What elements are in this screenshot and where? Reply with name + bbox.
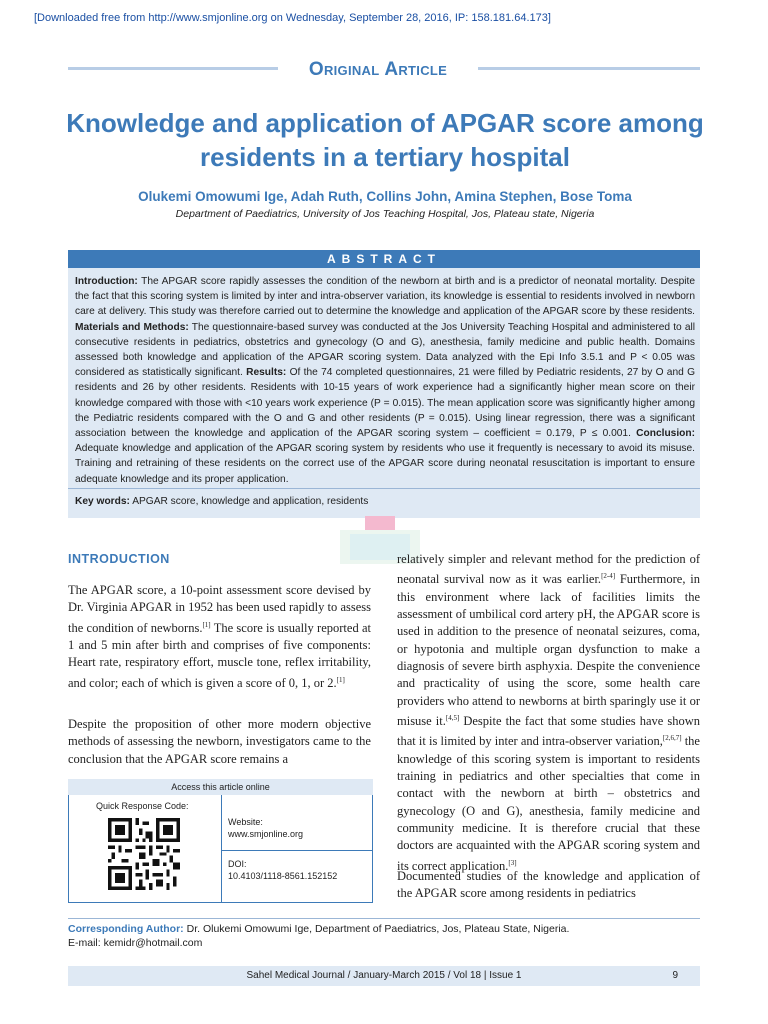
citation[interactable]: [2-4] [601, 572, 616, 581]
abstract-body [75, 274, 695, 487]
page-footer [68, 966, 700, 986]
download-note: [Downloaded free from http://www.smjonline.org on Wednesday, September 28, 2016, IP: 158.181.64.173] [34, 12, 551, 24]
right-column-p1 [397, 551, 700, 875]
right-p1d-text: the knowledge of this scoring system is important to residents training in pediatrics and other specialties that come in contact with the newborn at birth – obstetrics and gynecology (O and G), anesthesia, family medicine and community medicine. It is therefore crucial that these doctors are acquainted with the APGAR scoring system and its correct application. [397, 734, 700, 873]
methods-label: Materials and Methods: [75, 321, 189, 333]
methods-text: The questionnaire-based survey was conducted at the Jos University Teaching Hospital and administered to all consecutive residents in pediatrics, obstetrics and gynecology (O and G), anesthesia, family medicine and public health. Domains assessed both knowledge and application of the APGAR scoring system. Data analyzed with the Epi Info 3.5.1 and P < 0.05 was considered as statistically significant. [75, 321, 696, 379]
keywords-divider [68, 488, 700, 489]
corresponding-author [68, 922, 708, 950]
affiliation: Department of Paediatrics, University of Jos Teaching Hospital, Jos, Plateau state, Nigeria [175, 208, 595, 220]
author-list: Olukemi Omowumi Ige, Adah Ruth, Collins John, Amina Stephen, Bose Toma [138, 189, 632, 204]
keywords-text: APGAR score, knowledge and application, residents [129, 496, 369, 507]
corresponding-label: Corresponding Author: [68, 923, 184, 935]
conclusion-label: Conclusion: [636, 428, 695, 440]
access-heading: Access this article online [68, 779, 373, 795]
qr-code-icon[interactable] [108, 818, 180, 890]
page-number: 9 [672, 970, 678, 981]
abstract-heading: ABSTRACT [68, 250, 700, 268]
email-link[interactable]: kemidr@hotmail.com [100, 937, 203, 949]
results-label: Results: [246, 367, 287, 379]
left-p1-text: The APGAR score, a 10-point assessment score devised by Dr. Virginia APGAR in 1952 has been used rapidly to assess the condition of newborns. [68, 583, 371, 635]
qr-label: Quick Response Code: [96, 801, 189, 811]
keywords-label: Key words: [75, 496, 130, 507]
website-link[interactable]: www.smjonline.org [228, 829, 304, 839]
intro-text: The APGAR score rapidly assesses the condition of the newborn at birth and is a predictor of neonatal mortality. Despite the fact that this scoring system is limited by inter and intra-observer variation, its knowledge is essential to residents involved in newborn care at delivery. This study was therefore carried out to determine the knowledge and application of the APGAR score by these residents. [75, 276, 695, 318]
access-divider [221, 850, 373, 851]
keywords [75, 496, 695, 507]
intro-heading: INTRODUCTION [68, 552, 170, 566]
results-text: Of the 74 completed questionnaires, 21 were filled by Pediatric residents, 27 by O and G residents and 26 by other residents. Residents with 10-15 years of work experience had a significantly higher mean score on their knowledge compared with those with <10 years work experience (P = 0.015). The mean application score was significantly higher among the Pediatric residents compared with the O and G and other residents (P = 0.015). Using linear regression, there was a significant association between the knowledge and application of the APGAR scoring system – coefficient = 0.179, P ≤ 0.001. [75, 367, 695, 440]
left-column-p2: Despite the proposition of other more modern objective methods of assessing the newborn, investigators came to the conclusion that the APGAR score remains a [68, 717, 371, 766]
citation[interactable]: [2,6,7] [662, 734, 682, 743]
right-p1c-text: Despite the fact that some studies have shown that it is limited by inter and intra-observer variation, [397, 713, 701, 749]
corresponding-text: Dr. Olukemi Omowumi Ige, Department of Paediatrics, Jos, Plateau State, Nigeria. [183, 923, 570, 935]
right-column-p2: Documented studies of the knowledge and application of the APGAR score among residents in pediatrics [397, 869, 700, 901]
right-p1b-text: Furthermore, in this environment where lack of facilities limits the assessment of umbilical cord artery pH, the APGAR score is used in addition to the presence of neonatal seizures, coma, or hypotonia and multiple organ dysfunction to make a diagnosis of severe birth asphyxia. Despite the convenience and practicality of using the score, some health care providers who attend to newborns at birth sparingly use it or misuse it. [397, 572, 700, 728]
website-label: Website: [228, 817, 263, 827]
access-right-panel [221, 795, 374, 902]
citation[interactable]: [3] [508, 858, 517, 867]
corresponding-divider [68, 918, 700, 919]
citation[interactable]: [1] [336, 675, 345, 684]
conclusion-text: Adequate knowledge and application of the APGAR scoring system by residents who use it frequently is necessary to avoid its misuse. Training and retraining of these residents on the correct use of the APGAR score during neonatal resuscitation is important to ensure adequate knowledge and its proper application. [75, 443, 695, 485]
intro-label: Introduction: [75, 276, 138, 287]
left-p1b-text: The score is usually reported at 1 and 5 min after birth and comprises of five components: Heart rate, respiratory effort, muscle tone, reflex irritability, and color; each of which is given a score of 0, 1, or 2. [68, 620, 371, 690]
email-label: E-mail: [68, 937, 101, 949]
article-title: Knowledge and application of APGAR score among residents in a tertiary hospital [66, 108, 704, 172]
section-label: Original Article [278, 56, 478, 84]
doi-label: DOI: [228, 859, 247, 869]
citation[interactable]: [4,5] [445, 713, 460, 722]
doi-link[interactable]: 10.4103/1118-8561.152152 [228, 871, 338, 881]
left-column-p1 [68, 582, 371, 692]
citation[interactable]: [1] [202, 620, 211, 629]
right-p1a-text: relatively simpler and relevant method for the prediction of neonatal survival now as it was earlier. [397, 552, 700, 587]
journal-citation: Sahel Medical Journal / January-March 2015 / Vol 18 | Issue 1 [246, 970, 522, 981]
